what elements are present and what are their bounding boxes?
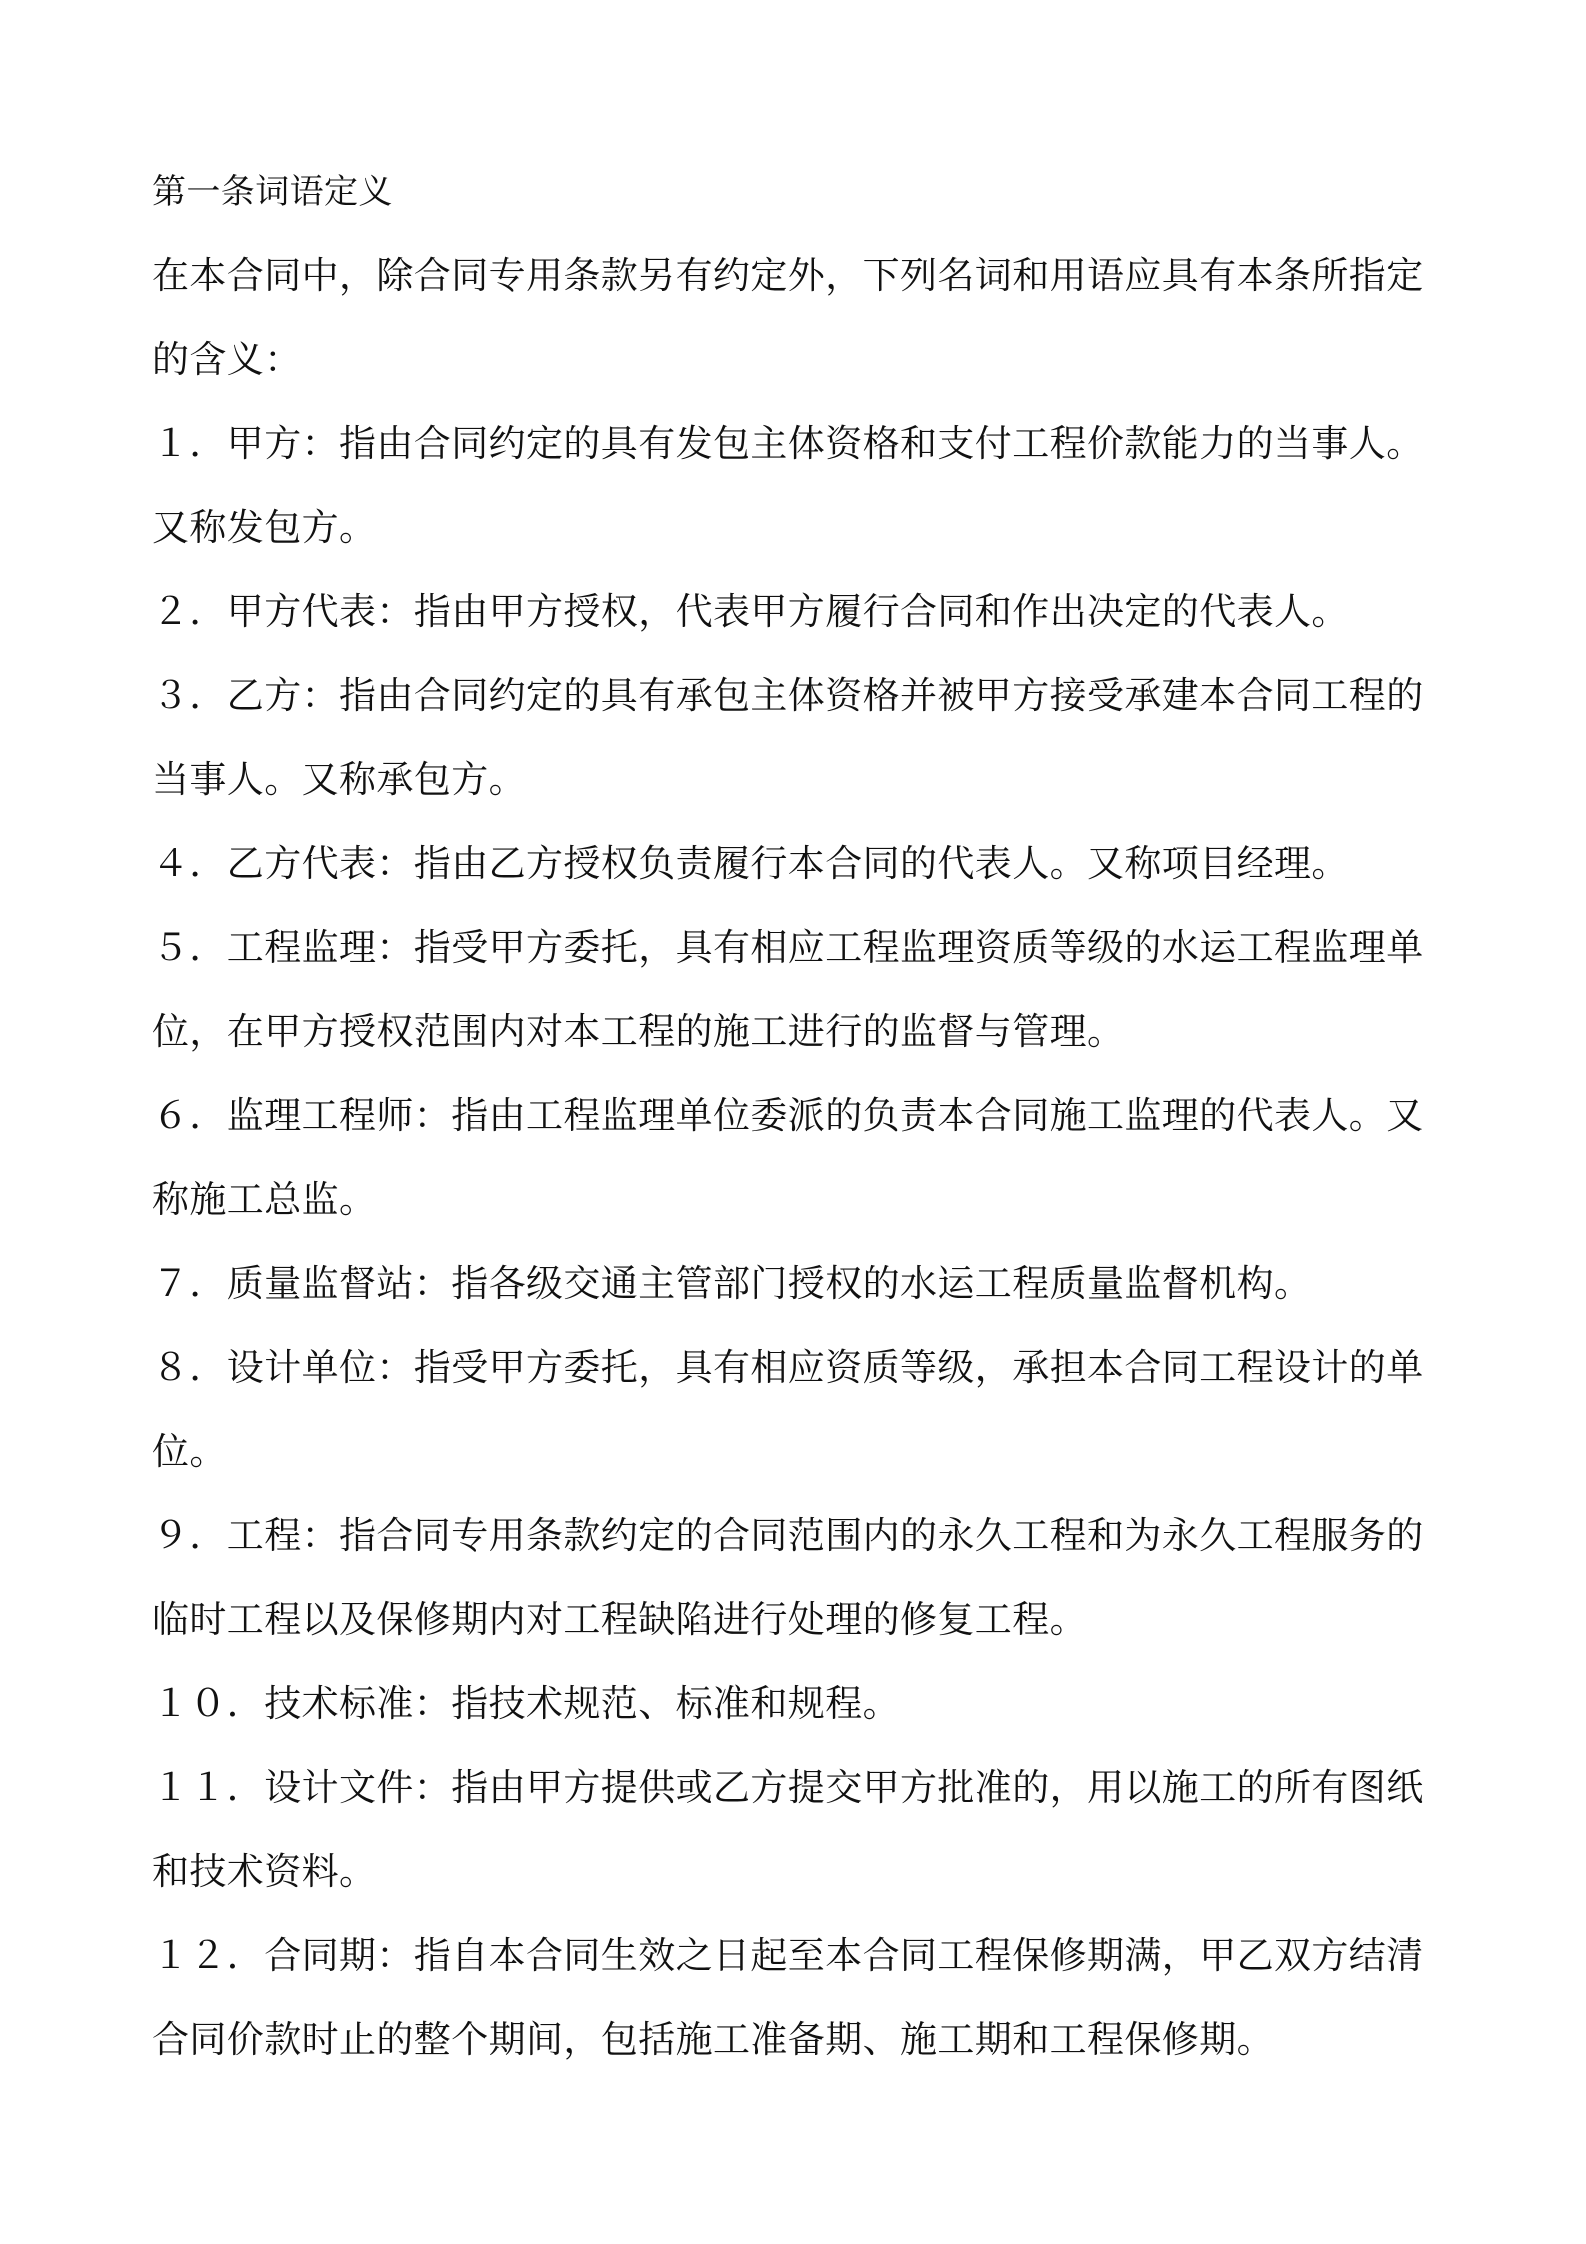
definition-1-line-2: 又称发包方。 bbox=[152, 506, 377, 549]
definition-9-line-2: 临时工程以及保修期内对工程缺陷进行处理的修复工程。 bbox=[152, 1598, 1087, 1641]
definition-9-line-1: ９．工程：指合同专用条款约定的合同范围内的永久工程和为永久工程服务的 bbox=[152, 1514, 1424, 1557]
definition-11-line-1: １１．设计文件：指由甲方提供或乙方提交甲方批准的，用以施工的所有图纸 bbox=[152, 1766, 1424, 1809]
definition-1-line-1: １．甲方：指由合同约定的具有发包主体资格和支付工程价款能力的当事人。 bbox=[152, 422, 1424, 465]
definition-12-line-1: １２．合同期：指自本合同生效之日起至本合同工程保修期满，甲乙双方结清 bbox=[152, 1934, 1424, 1977]
definition-8-line-1: ８．设计单位：指受甲方委托，具有相应资质等级，承担本合同工程设计的单 bbox=[152, 1346, 1424, 1389]
definition-5-line-2: 位，在甲方授权范围内对本工程的施工进行的监督与管理。 bbox=[152, 1010, 1125, 1053]
definition-11-line-2: 和技术资料。 bbox=[152, 1850, 377, 1893]
intro-line-1: 在本合同中，除合同专用条款另有约定外，下列名词和用语应具有本条所指定 bbox=[152, 254, 1424, 297]
definition-3-line-1: ３．乙方：指由合同约定的具有承包主体资格并被甲方接受承建本合同工程的 bbox=[152, 674, 1424, 717]
definition-5-line-1: ５．工程监理：指受甲方委托，具有相应工程监理资质等级的水运工程监理单 bbox=[152, 926, 1424, 969]
definition-7-line-1: ７．质量监督站：指各级交通主管部门授权的水运工程质量监督机构。 bbox=[152, 1262, 1312, 1305]
definition-6-line-2: 称施工总监。 bbox=[152, 1178, 377, 1221]
document-page bbox=[152, 150, 1452, 2082]
definition-8-line-2: 位。 bbox=[152, 1430, 227, 1473]
definition-6-line-1: ６．监理工程师：指由工程监理单位委派的负责本合同施工监理的代表人。又 bbox=[152, 1094, 1424, 1137]
definition-2-line-1: ２．甲方代表：指由甲方授权，代表甲方履行合同和作出决定的代表人。 bbox=[152, 590, 1349, 633]
definition-12-line-2: 合同价款时止的整个期间，包括施工准备期、施工期和工程保修期。 bbox=[152, 2018, 1274, 2061]
definition-4-line-1: ４．乙方代表：指由乙方授权负责履行本合同的代表人。又称项目经理。 bbox=[152, 842, 1349, 885]
intro-line-2: 的含义： bbox=[152, 338, 302, 381]
article-title: 第一条词语定义 bbox=[152, 172, 393, 212]
definition-10-line-1: １０．技术标准：指技术规范、标准和规程。 bbox=[152, 1682, 900, 1725]
definition-3-line-2: 当事人。又称承包方。 bbox=[152, 758, 526, 801]
